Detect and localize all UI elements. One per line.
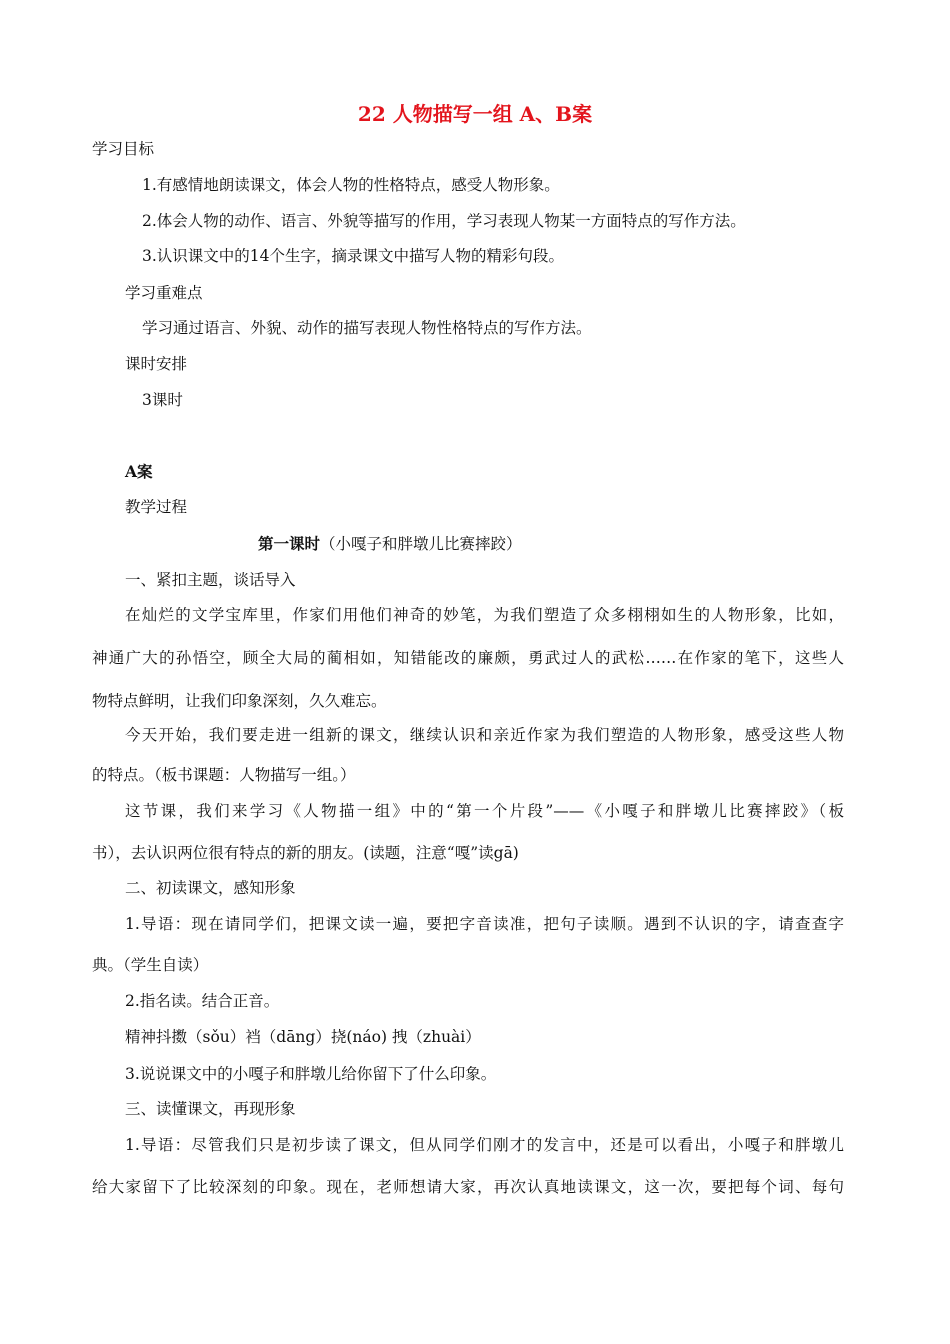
paragraph-line: 神通广大的孙悟空，顾全大局的蔺相如，知错能改的廉颇，勇武过人的武松……在作家的笔下，这些人: [92, 649, 844, 667]
paragraph-line: 的特点。（板书课题：人物描写一组。）: [92, 766, 356, 784]
paragraph-line: 书），去认识两位很有特点的新的朋友。(读题，注意“嘎”读gā): [92, 844, 519, 862]
paragraph-line: 今天开始，我们要走进一组新的课文，继续认识和亲近作家为我们塑造的人物形象，感受这些人物: [125, 726, 844, 744]
paragraph-line: 这节课，我们来学习《人物描一组》中的“第一个片段”——《小嘎子和胖墩儿比赛摔跤》（板: [125, 802, 844, 820]
a-plan-heading: A案: [125, 462, 153, 481]
section-heading: 一、紧扣主题，谈话导入: [125, 571, 296, 589]
paragraph-line: 1.导语：现在请同学们，把课文读一遍，要把字音读准，把句子读顺。遇到不认识的字，请查查字: [125, 915, 844, 933]
paragraph-line: 典。（学生自读）: [92, 956, 209, 974]
goal-item: 2.体会人物的动作、语言、外貌等描写的作用，学习表现人物某一方面特点的写作方法。: [142, 212, 746, 230]
paragraph-line: 物特点鲜明，让我们印象深刻，久久难忘。: [92, 692, 387, 710]
key-heading: 学习重难点: [125, 284, 203, 302]
goal-item: 3.认识课文中的14个生字，摘录课文中描写人物的精彩句段。: [142, 247, 565, 265]
section-heading: 二、初读课文，感知形象: [125, 879, 296, 897]
lesson-title-main: 第一课时: [258, 534, 321, 553]
goal-item: 1.有感情地朗读课文，体会人物的性格特点，感受人物形象。: [142, 176, 560, 194]
paragraph-line: 在灿烂的文学宝库里，作家们用他们神奇的妙笔，为我们塑造了众多栩栩如生的人物形象，比如，: [125, 606, 844, 624]
paragraph-line: 3.说说课文中的小嘎子和胖墩儿给你留下了什么印象。: [125, 1065, 497, 1083]
goals-heading: 学习目标: [92, 140, 155, 158]
section-heading: 三、读懂课文，再现形象: [125, 1100, 296, 1118]
paragraph-line: 2.指名读。结合正音。: [125, 992, 280, 1010]
lesson-title-sub: （小嘎子和胖墩儿比赛摔跤）: [320, 535, 522, 553]
document-title: 22 人物描写一组 A、B案: [357, 102, 593, 126]
paragraph-line: 1.导语：尽管我们只是初步读了课文，但从同学们刚才的发言中，还是可以看出，小嘎子和胖墩儿: [125, 1136, 844, 1154]
pinyin-line: 精神抖擞（sǒu）裆（dāng）挠(náo) 拽（zhuài）: [125, 1028, 481, 1046]
schedule-text: 3课时: [142, 391, 183, 409]
lesson-title: [258, 534, 522, 554]
process-heading: 教学过程: [125, 498, 188, 516]
schedule-heading: 课时安排: [125, 355, 188, 373]
key-text: 学习通过语言、外貌、动作的描写表现人物性格特点的写作方法。: [142, 319, 592, 337]
paragraph-line: 给大家留下了比较深刻的印象。现在，老师想请大家，再次认真地读课文，这一次，要把每个词、每句: [92, 1178, 844, 1196]
